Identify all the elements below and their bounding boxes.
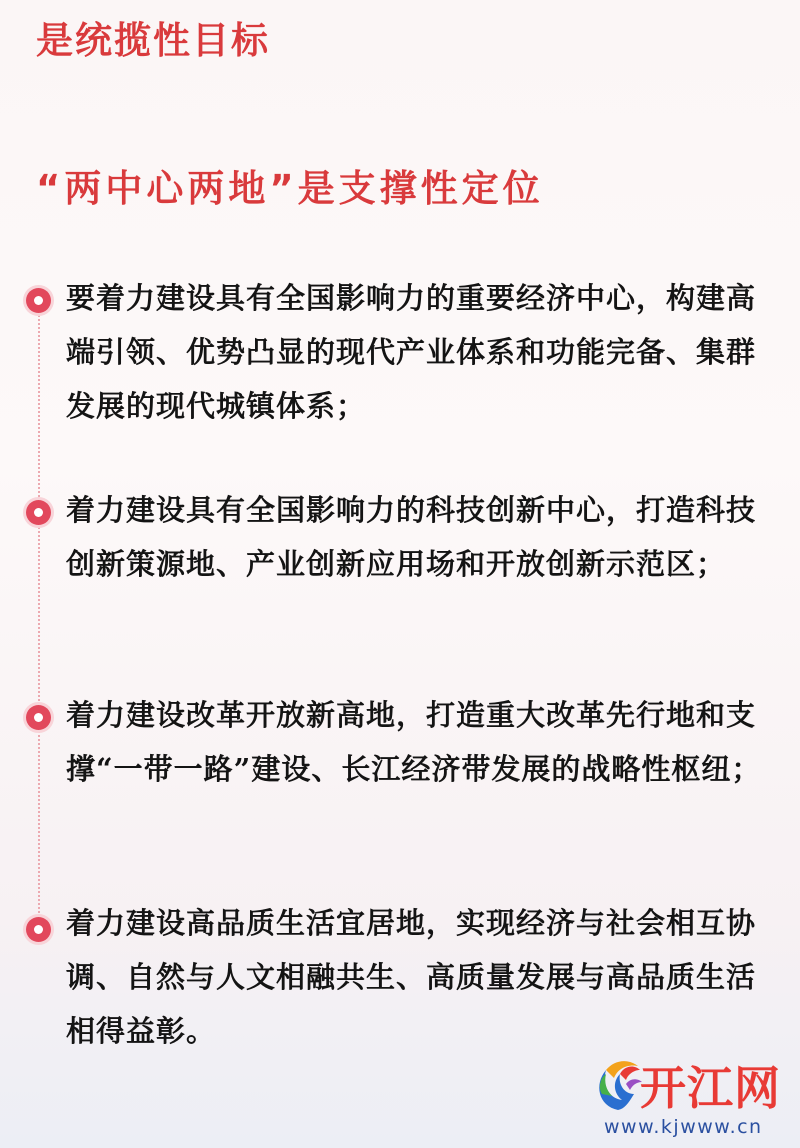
section-heading-top: 是统揽性目标 bbox=[36, 19, 270, 62]
bullet-dot-icon bbox=[26, 917, 51, 942]
timeline-dotted-line bbox=[38, 300, 40, 940]
list-item: 要着力建设具有全国影响力的重要经济中心，构建高端引领、优势凸显的现代产业体系和功能完备、集群发展的现代城镇体系； bbox=[66, 281, 757, 423]
swirl-logo-icon bbox=[592, 1054, 644, 1116]
watermark-site-name: 开江网 bbox=[640, 1061, 781, 1115]
section-heading-sub: “两中心两地”是支撑性定位 bbox=[36, 167, 544, 210]
bullet-dot-icon bbox=[26, 500, 51, 525]
site-watermark bbox=[592, 1054, 792, 1142]
bullet-dot-icon bbox=[26, 705, 51, 730]
list-item: 着力建设高品质生活宜居地，实现经济与社会相互协调、自然与人文相融共生、高质量发展与高品质生活相得益彰。 bbox=[66, 906, 757, 1048]
bullet-dot-icon bbox=[26, 288, 51, 313]
watermark-url: www.kjwww.cn bbox=[604, 1116, 763, 1138]
list-item: 着力建设改革开放新高地，打造重大改革先行地和支撑“一带一路”建设、长江经济带发展的战略性枢纽； bbox=[66, 698, 762, 786]
list-item: 着力建设具有全国影响力的科技创新中心，打造科技创新策源地、产业创新应用场和开放创新示范区； bbox=[66, 493, 757, 581]
